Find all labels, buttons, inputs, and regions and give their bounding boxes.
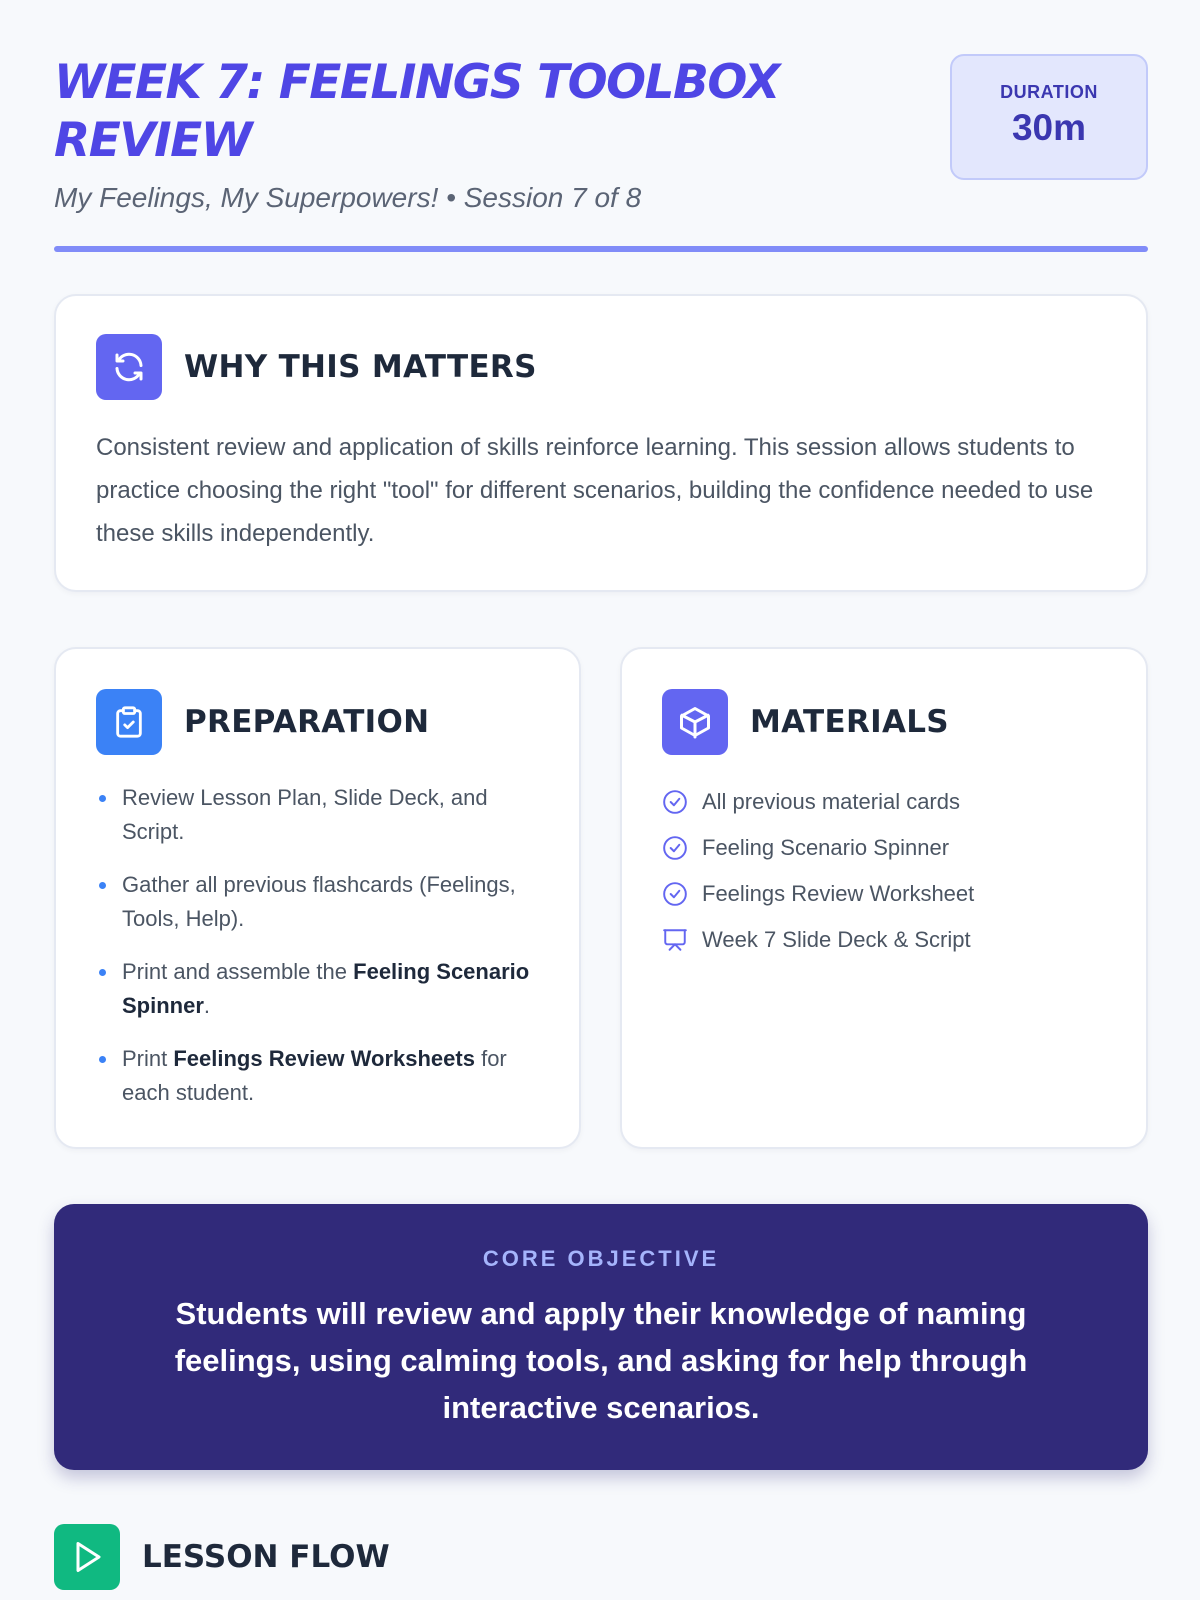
list-item: Week 7 Slide Deck & Script (662, 917, 1106, 963)
list-item: Gather all previous flashcards (Feelings, Tools, Help). (96, 868, 539, 936)
header-divider (54, 246, 1148, 252)
list-item: Print and assemble the Feeling Scenario Spinner. (96, 955, 539, 1023)
list-item: All previous material cards (662, 779, 1106, 825)
play-icon (54, 1524, 120, 1590)
list-item: Review Lesson Plan, Slide Deck, and Script. (96, 781, 539, 849)
page-title: WEEK 7: FEELINGS TOOLBOX REVIEW (54, 55, 779, 168)
lesson-flow-title: LESSON FLOW (142, 1539, 390, 1575)
duration-label: DURATION (1000, 82, 1098, 102)
page-subtitle: My Feelings, My Superpowers! • Session 7 of 8 (54, 182, 642, 213)
lesson-flow-heading (54, 1524, 390, 1590)
check-circle-icon (662, 789, 688, 815)
materials-card (620, 647, 1148, 1149)
check-circle-icon (662, 881, 688, 907)
preparation-list (96, 781, 539, 1110)
core-objective-label: CORE OBJECTIVE (482, 1246, 720, 1271)
preparation-title: PREPARATION (184, 704, 430, 740)
materials-list (662, 779, 1106, 963)
why-this-matters-card (54, 294, 1148, 592)
list-item: Feelings Review Worksheet (662, 871, 1106, 917)
duration-badge (950, 54, 1148, 180)
page-header (54, 54, 1148, 214)
why-this-matters-body: Consistent review and application of skills reinforce learning. This session allows students to practice choosing the right "tool" for different scenarios, building the confidence needed to use these skills independently. (96, 434, 1094, 547)
list-item: Print Feelings Review Worksheets for each student. (96, 1042, 539, 1110)
package-icon (662, 689, 728, 755)
preparation-card (54, 647, 581, 1149)
presentation-icon (662, 927, 688, 953)
duration-value: 30m (1011, 107, 1087, 148)
core-objective-banner (54, 1204, 1148, 1470)
refresh-icon (96, 334, 162, 400)
clipboard-check-icon (96, 689, 162, 755)
why-this-matters-title: WHY THIS MATTERS (184, 349, 537, 385)
materials-title: MATERIALS (750, 704, 949, 740)
core-objective-text: Students will review and apply their knowledge of naming feelings, using calming tools, and asking for help through interactive scenarios. (174, 1296, 1028, 1425)
check-circle-icon (662, 835, 688, 861)
list-item: Feeling Scenario Spinner (662, 825, 1106, 871)
